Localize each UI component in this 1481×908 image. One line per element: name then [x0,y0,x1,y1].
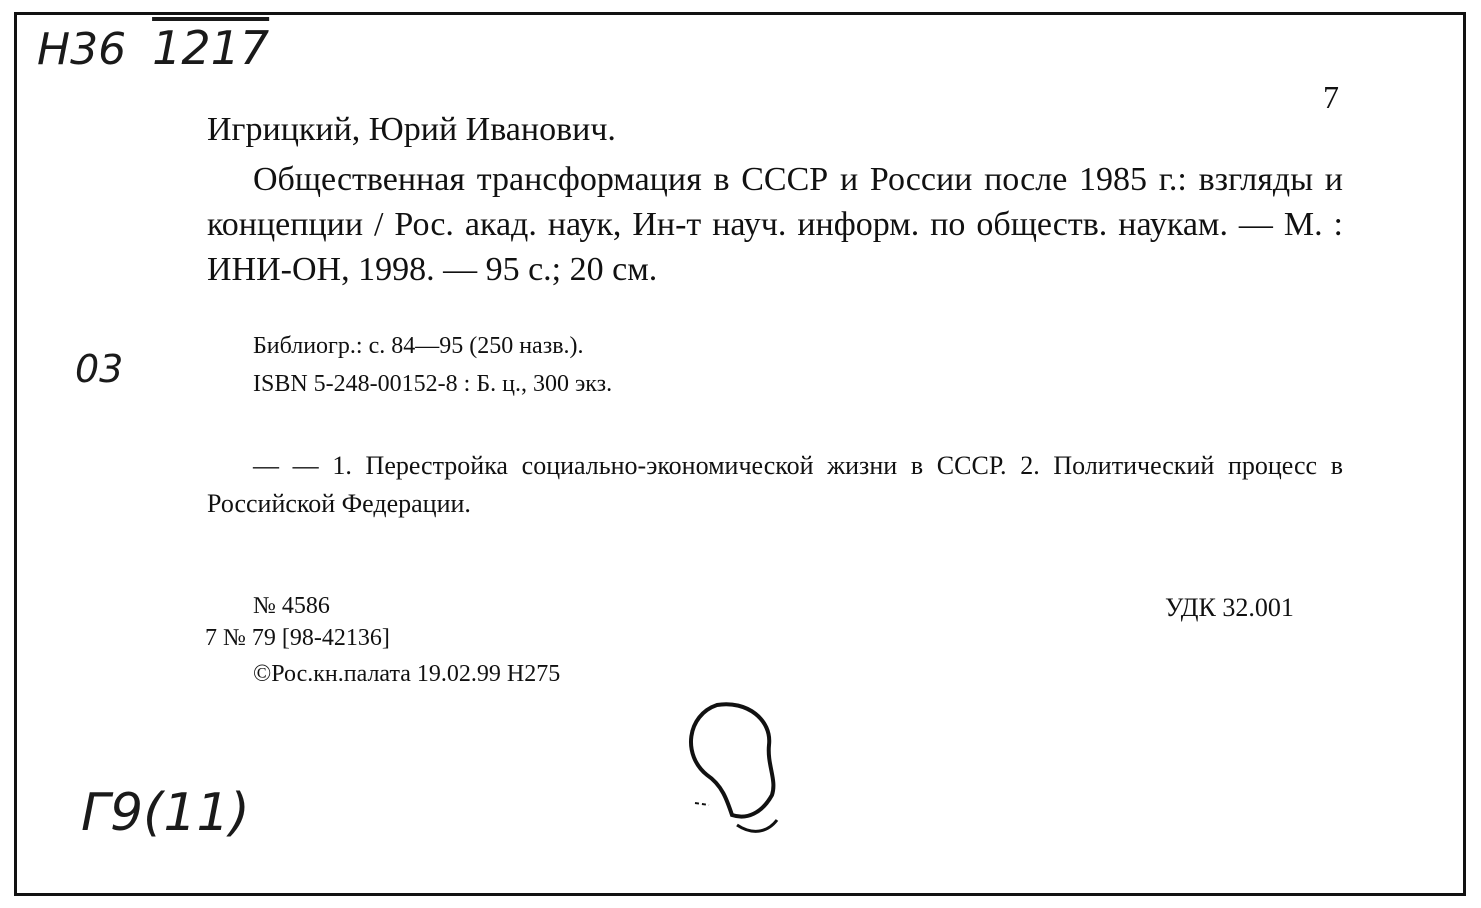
author-heading: Игрицкий, Юрий Иванович. [207,111,616,148]
subject-headings: — — 1. Перестройка социально-экономической жизни в СССР. 2. Политический процесс в Российской Федерации. [207,451,1343,518]
title-description: Общественная трансформация в СССР и России после 1985 г.: взгляды и концепции / Рос. акад. наук, Ин-т науч. информ. по обществ. наукам. — М. : ИНИ-ОН, 1998. — 95 с.; 20 см. [207,161,1343,288]
handwritten-code-2: 1217 [152,21,270,75]
page-number: 7 [1323,79,1339,115]
record-number-secondary: 7 № 79 [98-42136] [205,625,390,651]
handwritten-code-1: Н36 [37,24,127,75]
bibliography-note: Библиогр.: с. 84—95 (250 назв.). [253,333,584,359]
handwritten-middle-code: 03 [75,347,124,391]
handwritten-top-codes [37,21,269,75]
stamp-mark-icon [677,685,797,845]
udk-code: УДК 32.001 [1165,593,1294,622]
handwritten-bottom-code: Г9(11) [81,783,250,843]
copyright-line: ©Рос.кн.палата 19.02.99 Н275 [253,661,561,687]
catalog-card [14,12,1466,896]
record-number: № 4586 [253,593,330,619]
isbn-line: ISBN 5-248-00152-8 : Б. ц., 300 экз. [253,371,613,397]
